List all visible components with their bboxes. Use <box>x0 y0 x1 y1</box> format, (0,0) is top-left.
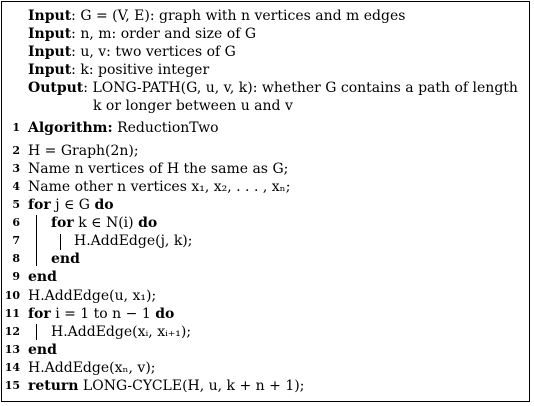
line-number: 6 <box>12 216 20 229</box>
line-number: 2 <box>12 144 20 157</box>
algorithm-line <box>28 196 114 214</box>
keyword: return <box>28 378 79 394</box>
input-line-2: Input: n, m: order and size of G <box>28 26 257 42</box>
line-number: 1 <box>12 121 20 134</box>
input-text: u, v: two vertices of G <box>80 44 236 60</box>
algorithm-line <box>51 250 80 268</box>
output-text-2: k or longer between u and v <box>93 98 293 114</box>
line-text: k ∈ N(i) <box>73 215 139 231</box>
line-number: 10 <box>4 289 20 302</box>
line-text: i = 1 to n − 1 <box>50 306 156 322</box>
algorithm-line <box>51 214 157 232</box>
line-number: 11 <box>4 307 20 320</box>
keyword: for <box>28 306 51 322</box>
line-number: 15 <box>4 379 20 392</box>
line-text: LONG-CYCLE(H, u, k + n + 1); <box>78 378 305 394</box>
keyword: for <box>51 215 74 231</box>
algorithm-line <box>28 341 57 359</box>
line-number: 13 <box>4 343 20 356</box>
for-block-rule <box>36 215 37 266</box>
line-text: Name other n vertices x₁, x₂, . . . , xₙ; <box>28 179 291 195</box>
line-text: H.AddEdge(u, x₁); <box>28 288 157 304</box>
line-text: ReductionTwo <box>112 120 219 136</box>
algorithm-line <box>28 142 139 160</box>
line-number: 12 <box>4 325 20 338</box>
algorithm-line <box>28 160 288 178</box>
input-text: n, m: order and size of G <box>80 26 257 42</box>
algorithm-line <box>28 377 304 395</box>
line-text: H.AddEdge(j, k); <box>74 233 193 249</box>
algorithm-line <box>74 232 193 250</box>
line-number: 8 <box>12 252 20 265</box>
line-number: 3 <box>12 162 20 175</box>
algorithm-line <box>28 268 57 286</box>
input-text: k: positive integer <box>80 62 210 78</box>
output-label: Output <box>28 80 84 96</box>
algorithm-line <box>28 305 174 323</box>
input-label: Input <box>28 8 72 24</box>
line-text: Name n vertices of H the same as G; <box>28 161 289 177</box>
algorithm-line <box>28 178 290 196</box>
keyword-do: do <box>155 306 175 322</box>
input-line-1: Input: G = (V, E): graph with n vertices and m edges <box>28 8 406 24</box>
keyword: end <box>51 251 80 267</box>
line-text: H = Graph(2n); <box>28 143 139 159</box>
algorithm-box <box>1 1 530 402</box>
line-text: H.AddEdge(xᵢ, xᵢ₊₁); <box>51 324 192 340</box>
keyword: for <box>28 197 51 213</box>
keyword-do: do <box>138 215 158 231</box>
algorithm-line <box>51 323 191 341</box>
for-block-rule-2 <box>36 324 37 340</box>
keyword-do: do <box>94 197 114 213</box>
input-label: Input <box>28 62 72 78</box>
input-label: Input <box>28 44 72 60</box>
output-text-1: LONG-PATH(G, u, v, k): whether G contains a path of length <box>92 80 518 96</box>
algorithm-line <box>28 287 156 305</box>
algorithm-line <box>28 359 156 377</box>
line-number: 7 <box>12 234 20 247</box>
output-line-1: Output: LONG-PATH(G, u, v, k): whether G contains a path of length <box>28 80 518 96</box>
line-number: 4 <box>12 180 20 193</box>
line-number: 9 <box>12 270 20 283</box>
line-text: H.AddEdge(xₙ, v); <box>28 360 156 376</box>
input-line-3: Input: u, v: two vertices of G <box>28 44 236 60</box>
input-label: Input <box>28 26 72 42</box>
input-text: G = (V, E): graph with n vertices and m edges <box>80 8 406 24</box>
line-number: 5 <box>12 198 20 211</box>
keyword: end <box>28 269 57 285</box>
output-line-2 <box>93 97 293 115</box>
algorithm-line <box>28 119 219 137</box>
input-line-4: Input: k: positive integer <box>28 62 210 78</box>
keyword: Algorithm: <box>28 120 113 136</box>
inner-for-block-rule <box>60 234 61 250</box>
line-text: j ∈ G <box>50 197 95 213</box>
keyword: end <box>28 342 57 358</box>
line-number: 14 <box>4 361 20 374</box>
